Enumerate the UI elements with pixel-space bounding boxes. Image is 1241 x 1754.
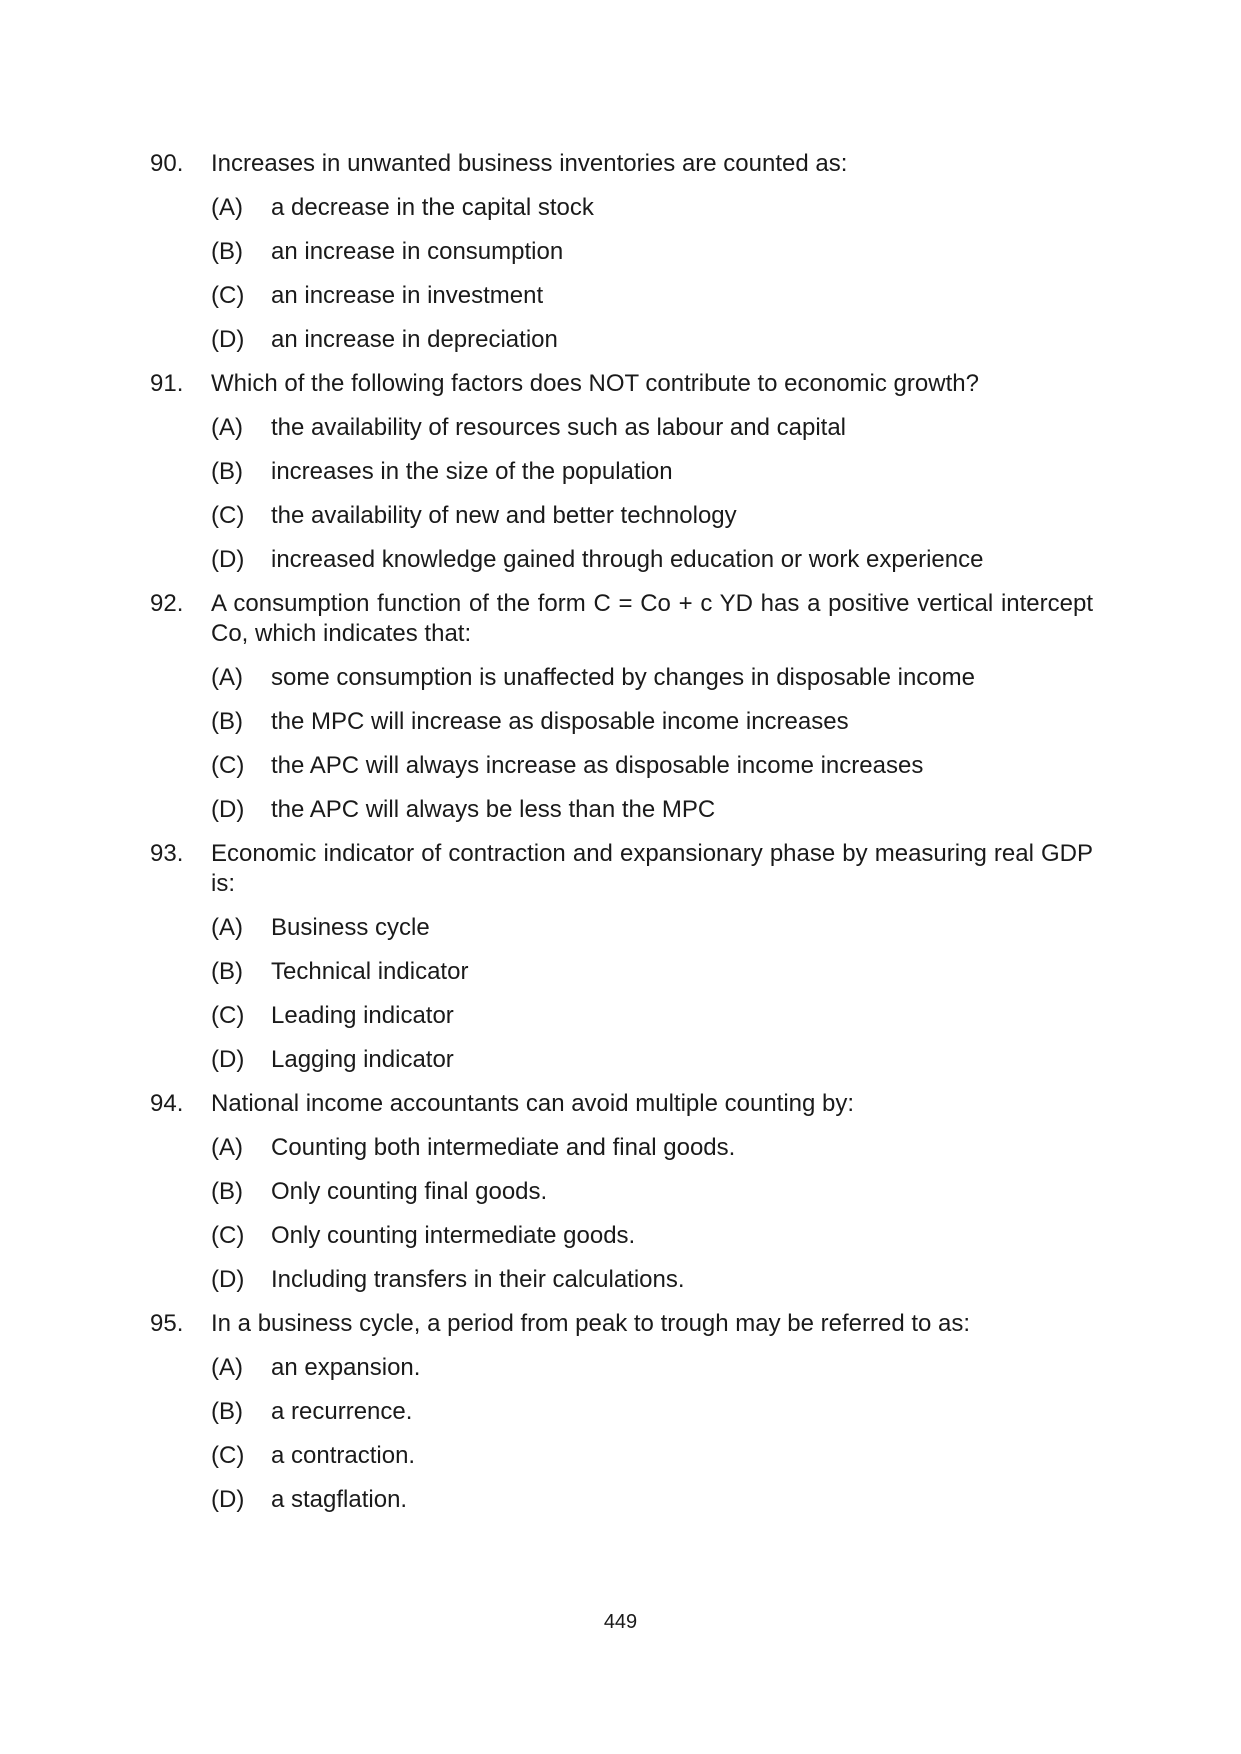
- option-c: [150, 501, 1093, 531]
- option-text: the MPC will increase as disposable income increases: [271, 708, 849, 735]
- option-b: [150, 707, 1093, 737]
- option-label: (D): [211, 796, 245, 823]
- question-text: Which of the following factors does NOT contribute to economic growth?: [211, 370, 979, 397]
- option-text: the availability of resources such as labour and capital: [271, 414, 846, 441]
- option-text: a decrease in the capital stock: [271, 194, 594, 221]
- question-93: [150, 839, 1093, 1075]
- option-text: a contraction.: [271, 1442, 416, 1469]
- option-label: (D): [211, 1046, 245, 1073]
- option-label: (A): [211, 1354, 243, 1381]
- option-c: [150, 281, 1093, 311]
- option-text: Only counting final goods.: [271, 1178, 548, 1205]
- option-label: (A): [211, 1134, 243, 1161]
- question-number: 94.: [150, 1090, 184, 1117]
- option-label: (D): [211, 326, 245, 353]
- option-b: [150, 457, 1093, 487]
- option-b: [150, 237, 1093, 267]
- option-list: [150, 193, 1093, 355]
- option-a: [150, 413, 1093, 443]
- question-number: 92.: [150, 590, 184, 617]
- option-d: [150, 1485, 1093, 1515]
- option-list: [150, 1133, 1093, 1295]
- option-label: (B): [211, 958, 243, 985]
- option-text: increases in the size of the population: [271, 458, 673, 485]
- option-a: [150, 1133, 1093, 1163]
- option-d: [150, 1045, 1093, 1075]
- option-label: (C): [211, 1222, 245, 1249]
- option-label: (C): [211, 752, 245, 779]
- option-label: (B): [211, 458, 243, 485]
- option-list: [150, 913, 1093, 1075]
- option-label: (C): [211, 502, 245, 529]
- option-label: (C): [211, 1002, 245, 1029]
- option-a: [150, 913, 1093, 943]
- question-text: A consumption function of the form C = Co + c YD has a positive vertical intercept Co, which indicates that:: [211, 590, 1093, 647]
- option-text: Leading indicator: [271, 1002, 454, 1029]
- option-d: [150, 545, 1093, 575]
- option-c: [150, 751, 1093, 781]
- option-b: [150, 957, 1093, 987]
- option-c: [150, 1221, 1093, 1251]
- option-text: an expansion.: [271, 1354, 421, 1381]
- option-a: [150, 1353, 1093, 1383]
- question-text: Economic indicator of contraction and expansionary phase by measuring real GDP is:: [211, 840, 1093, 897]
- page-number: 449: [603, 1611, 638, 1633]
- option-c: [150, 1001, 1093, 1031]
- option-label: (A): [211, 914, 243, 941]
- option-text: some consumption is unaffected by changes in disposable income: [271, 664, 975, 691]
- option-label: (A): [211, 414, 243, 441]
- option-text: a recurrence.: [271, 1398, 413, 1425]
- option-text: an increase in depreciation: [271, 326, 558, 353]
- option-label: (B): [211, 1178, 243, 1205]
- option-a: [150, 663, 1093, 693]
- option-list: [150, 1353, 1093, 1515]
- option-d: [150, 1265, 1093, 1295]
- option-text: Technical indicator: [271, 958, 469, 985]
- question-number: 93.: [150, 840, 184, 867]
- option-label: (C): [211, 1442, 245, 1469]
- option-b: [150, 1397, 1093, 1427]
- option-text: increased knowledge gained through education or work experience: [271, 546, 984, 573]
- question-text: National income accountants can avoid multiple counting by:: [211, 1090, 855, 1117]
- option-label: (B): [211, 1398, 243, 1425]
- option-text: the availability of new and better technology: [271, 502, 737, 529]
- option-a: [150, 193, 1093, 223]
- question-92: [150, 589, 1093, 825]
- option-label: (C): [211, 282, 245, 309]
- option-c: [150, 1441, 1093, 1471]
- option-label: (D): [211, 1266, 245, 1293]
- option-text: Including transfers in their calculations.: [271, 1266, 685, 1293]
- option-text: Counting both intermediate and final goods.: [271, 1134, 736, 1161]
- option-label: (B): [211, 708, 243, 735]
- question-list: [150, 149, 1093, 1529]
- option-label: (A): [211, 664, 243, 691]
- question-text: Increases in unwanted business inventories are counted as:: [211, 150, 848, 177]
- question-number: 95.: [150, 1310, 184, 1337]
- question-91: [150, 369, 1093, 575]
- option-text: an increase in consumption: [271, 238, 564, 265]
- option-label: (D): [211, 546, 245, 573]
- option-text: Business cycle: [271, 914, 430, 941]
- option-text: an increase in investment: [271, 282, 544, 309]
- option-label: (D): [211, 1486, 245, 1513]
- option-text: Lagging indicator: [271, 1046, 454, 1073]
- option-text: a stagflation.: [271, 1486, 408, 1513]
- option-text: the APC will always be less than the MPC: [271, 796, 716, 823]
- question-94: [150, 1089, 1093, 1295]
- question-95: [150, 1309, 1093, 1515]
- option-list: [150, 413, 1093, 575]
- option-d: [150, 325, 1093, 355]
- question-text: In a business cycle, a period from peak to trough may be referred to as:: [211, 1310, 971, 1337]
- option-list: [150, 663, 1093, 825]
- question-number: 91.: [150, 370, 184, 397]
- question-number: 90.: [150, 150, 184, 177]
- option-label: (A): [211, 194, 243, 221]
- option-label: (B): [211, 238, 243, 265]
- option-text: Only counting intermediate goods.: [271, 1222, 636, 1249]
- question-90: [150, 149, 1093, 355]
- option-b: [150, 1177, 1093, 1207]
- option-text: the APC will always increase as disposable income increases: [271, 752, 924, 779]
- option-d: [150, 795, 1093, 825]
